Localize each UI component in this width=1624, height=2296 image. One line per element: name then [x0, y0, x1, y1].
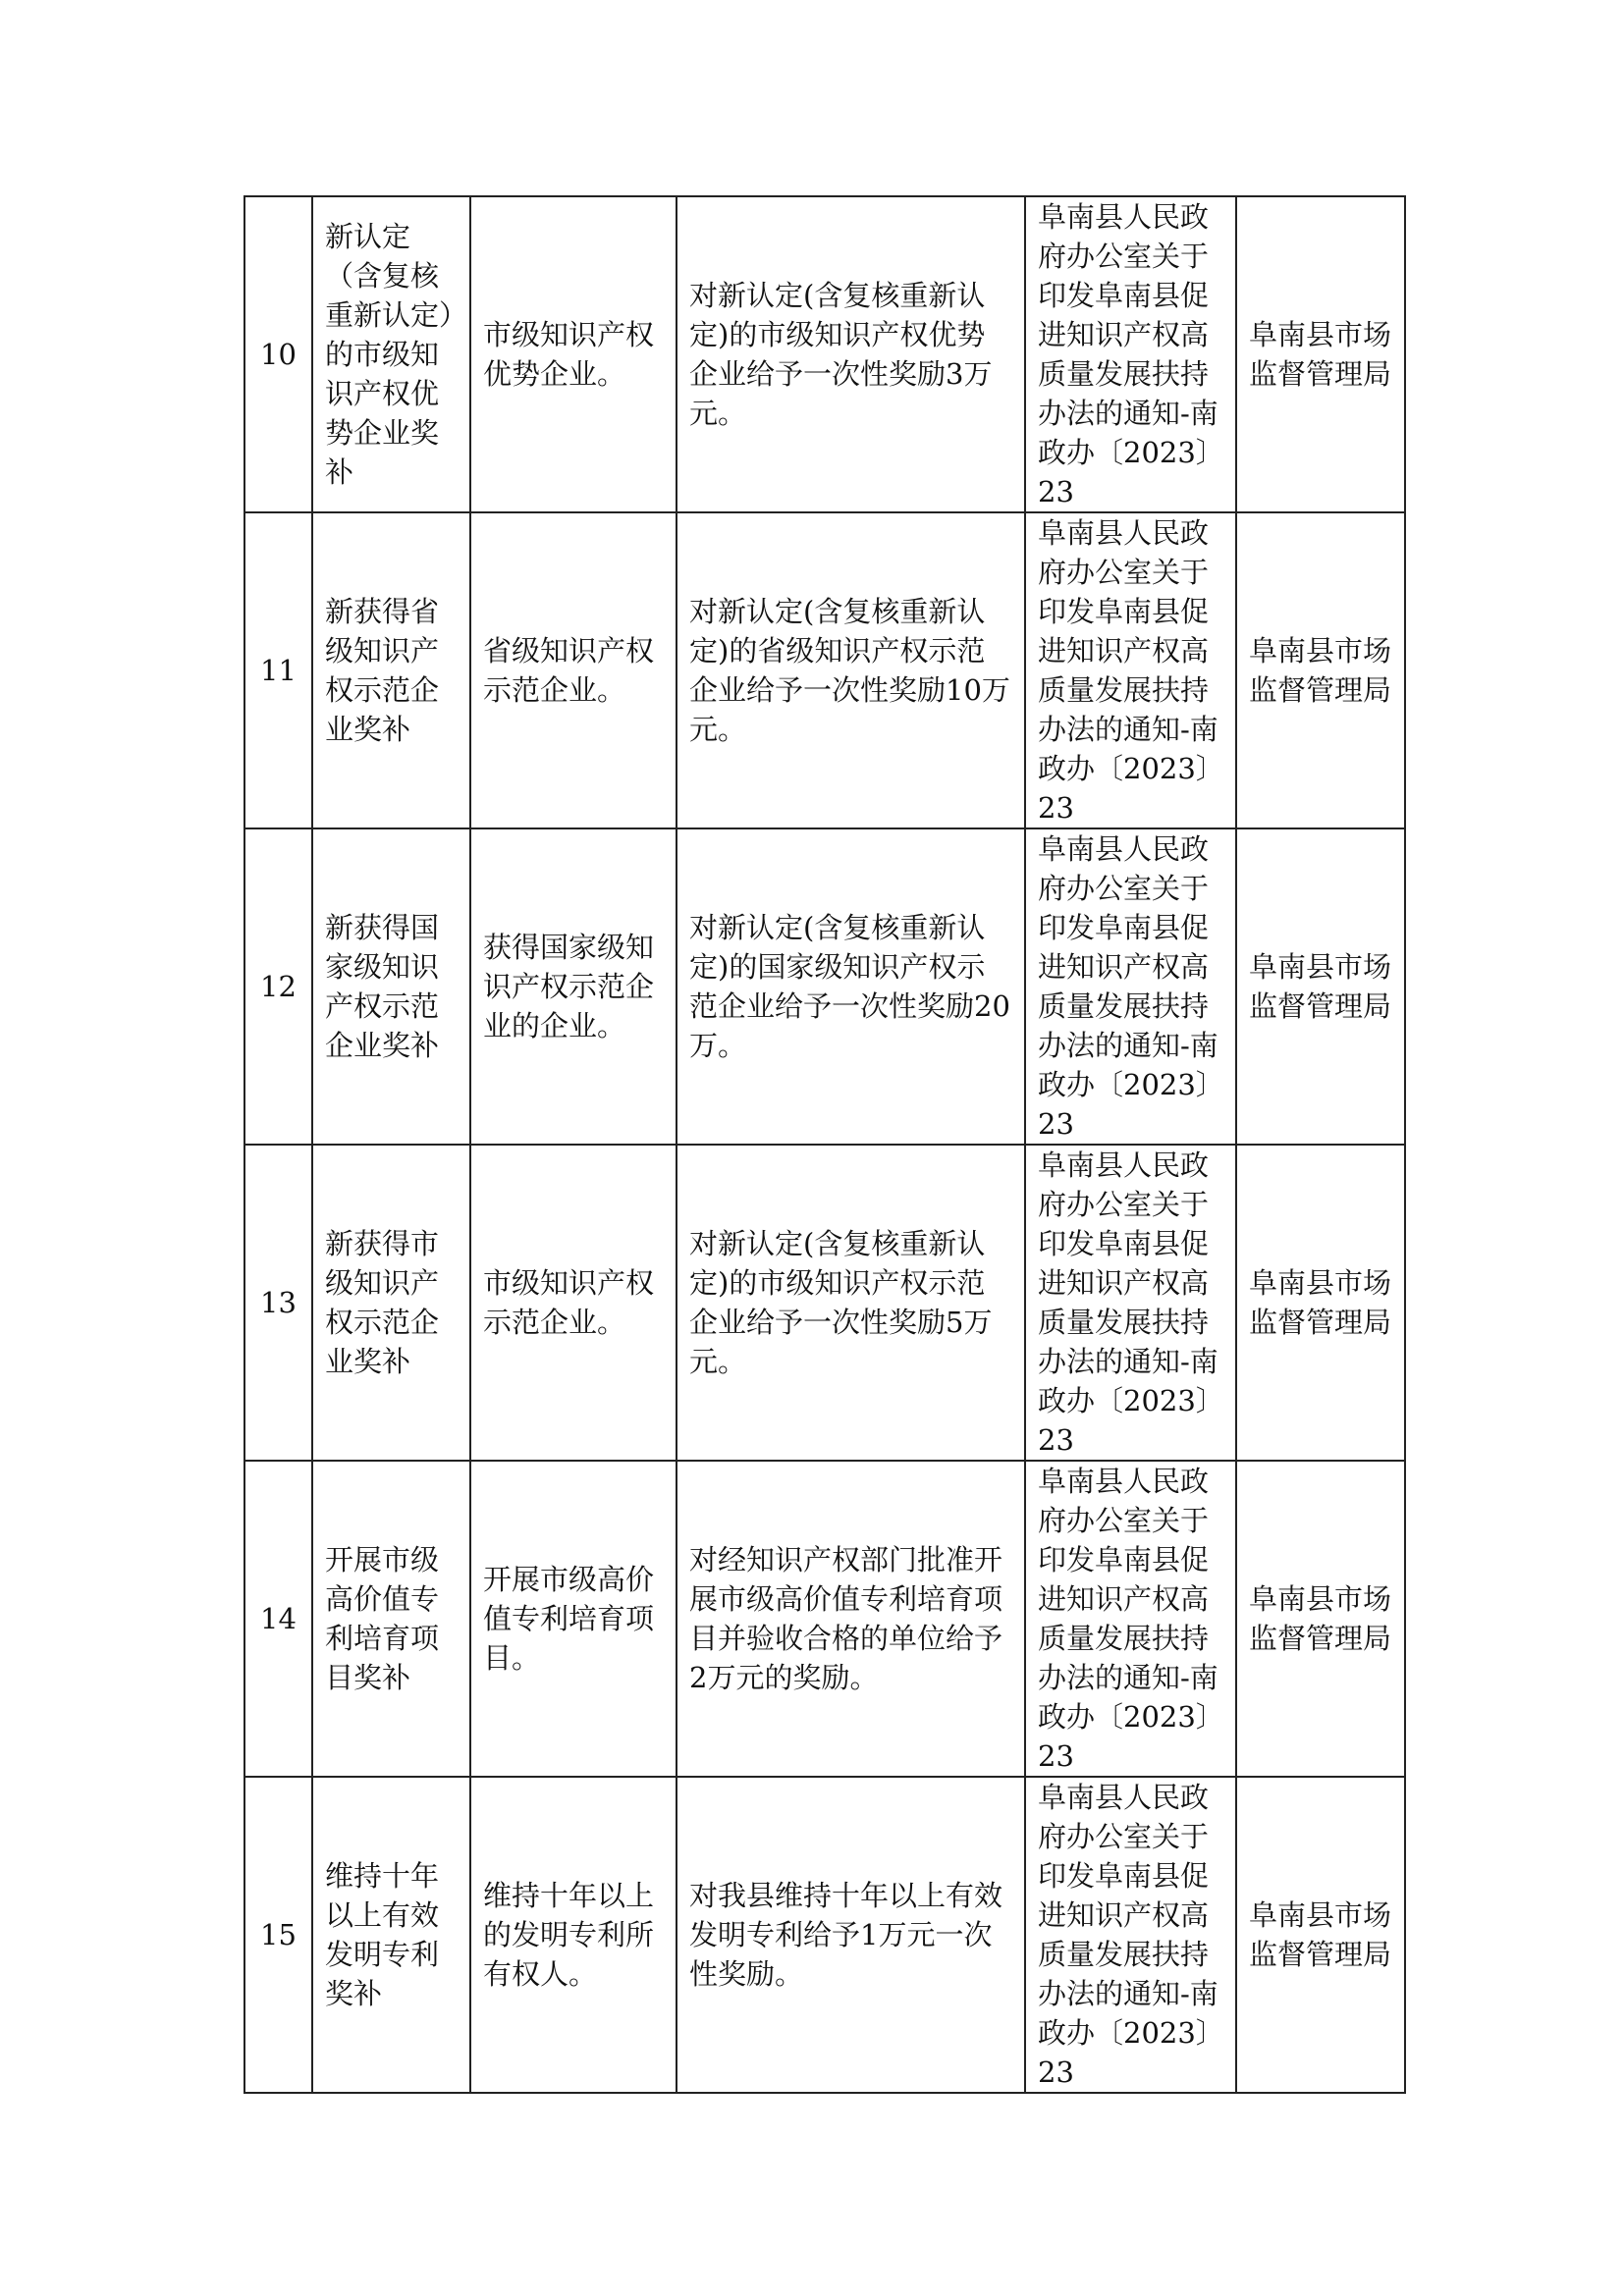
policy-basis: 阜南县人民政府办公室关于印发阜南县促进知识产权高质量发展扶持办法的通知-南政办〔2023〕23: [1025, 1145, 1236, 1461]
responsible-department: 阜南县市场监督管理局: [1236, 1461, 1405, 1777]
responsible-department: 阜南县市场监督管理局: [1236, 1777, 1405, 2093]
subsidy-name: 维持十年以上有效发明专利奖补: [312, 1777, 470, 2093]
subsidy-name: 新获得国家级知识产权示范企业奖补: [312, 828, 470, 1145]
table-row: [244, 1777, 1405, 2093]
responsible-department: 阜南县市场监督管理局: [1236, 828, 1405, 1145]
row-number: 13: [244, 1145, 312, 1461]
row-number: 15: [244, 1777, 312, 2093]
row-number: 12: [244, 828, 312, 1145]
subsidy-name: 开展市级高价值专利培育项目奖补: [312, 1461, 470, 1777]
policy-basis: 阜南县人民政府办公室关于印发阜南县促进知识产权高质量发展扶持办法的通知-南政办〔2023〕23: [1025, 828, 1236, 1145]
responsible-department: 阜南县市场监督管理局: [1236, 1145, 1405, 1461]
row-number: 11: [244, 512, 312, 828]
subsidy-target: 市级知识产权示范企业。: [470, 1145, 677, 1461]
subsidy-name: 新获得市级知识产权示范企业奖补: [312, 1145, 470, 1461]
subsidy-target: 省级知识产权示范企业。: [470, 512, 677, 828]
policy-basis: 阜南县人民政府办公室关于印发阜南县促进知识产权高质量发展扶持办法的通知-南政办〔2023〕23: [1025, 1777, 1236, 2093]
subsidy-standard: 对我县维持十年以上有效发明专利给予1万元一次性奖励。: [677, 1777, 1025, 2093]
table-row: [244, 196, 1405, 512]
subsidy-name: 新认定（含复核重新认定）的市级知识产权优势企业奖补: [312, 196, 470, 512]
policy-basis: 阜南县人民政府办公室关于印发阜南县促进知识产权高质量发展扶持办法的通知-南政办〔2023〕23: [1025, 512, 1236, 828]
policy-basis: 阜南县人民政府办公室关于印发阜南县促进知识产权高质量发展扶持办法的通知-南政办〔2023〕23: [1025, 196, 1236, 512]
subsidy-name: 新获得省级知识产权示范企业奖补: [312, 512, 470, 828]
table-row: [244, 828, 1405, 1145]
subsidy-target: 开展市级高价值专利培育项目。: [470, 1461, 677, 1777]
table-row: [244, 512, 1405, 828]
subsidy-standard: 对新认定(含复核重新认定)的省级知识产权示范企业给予一次性奖励10万元。: [677, 512, 1025, 828]
table-row: [244, 1145, 1405, 1461]
subsidy-standard: 对新认定(含复核重新认定)的国家级知识产权示范企业给予一次性奖励20万。: [677, 828, 1025, 1145]
responsible-department: 阜南县市场监督管理局: [1236, 512, 1405, 828]
row-number: 10: [244, 196, 312, 512]
policy-basis: 阜南县人民政府办公室关于印发阜南县促进知识产权高质量发展扶持办法的通知-南政办〔2023〕23: [1025, 1461, 1236, 1777]
policy-table: [244, 195, 1406, 2094]
subsidy-target: 获得国家级知识产权示范企业的企业。: [470, 828, 677, 1145]
subsidy-target: 市级知识产权优势企业。: [470, 196, 677, 512]
responsible-department: 阜南县市场监督管理局: [1236, 196, 1405, 512]
table-row: [244, 1461, 1405, 1777]
subsidy-standard: 对经知识产权部门批准开展市级高价值专利培育项目并验收合格的单位给予2万元的奖励。: [677, 1461, 1025, 1777]
subsidy-standard: 对新认定(含复核重新认定)的市级知识产权示范企业给予一次性奖励5万元。: [677, 1145, 1025, 1461]
subsidy-standard: 对新认定(含复核重新认定)的市级知识产权优势企业给予一次性奖励3万元。: [677, 196, 1025, 512]
row-number: 14: [244, 1461, 312, 1777]
subsidy-target: 维持十年以上的发明专利所有权人。: [470, 1777, 677, 2093]
